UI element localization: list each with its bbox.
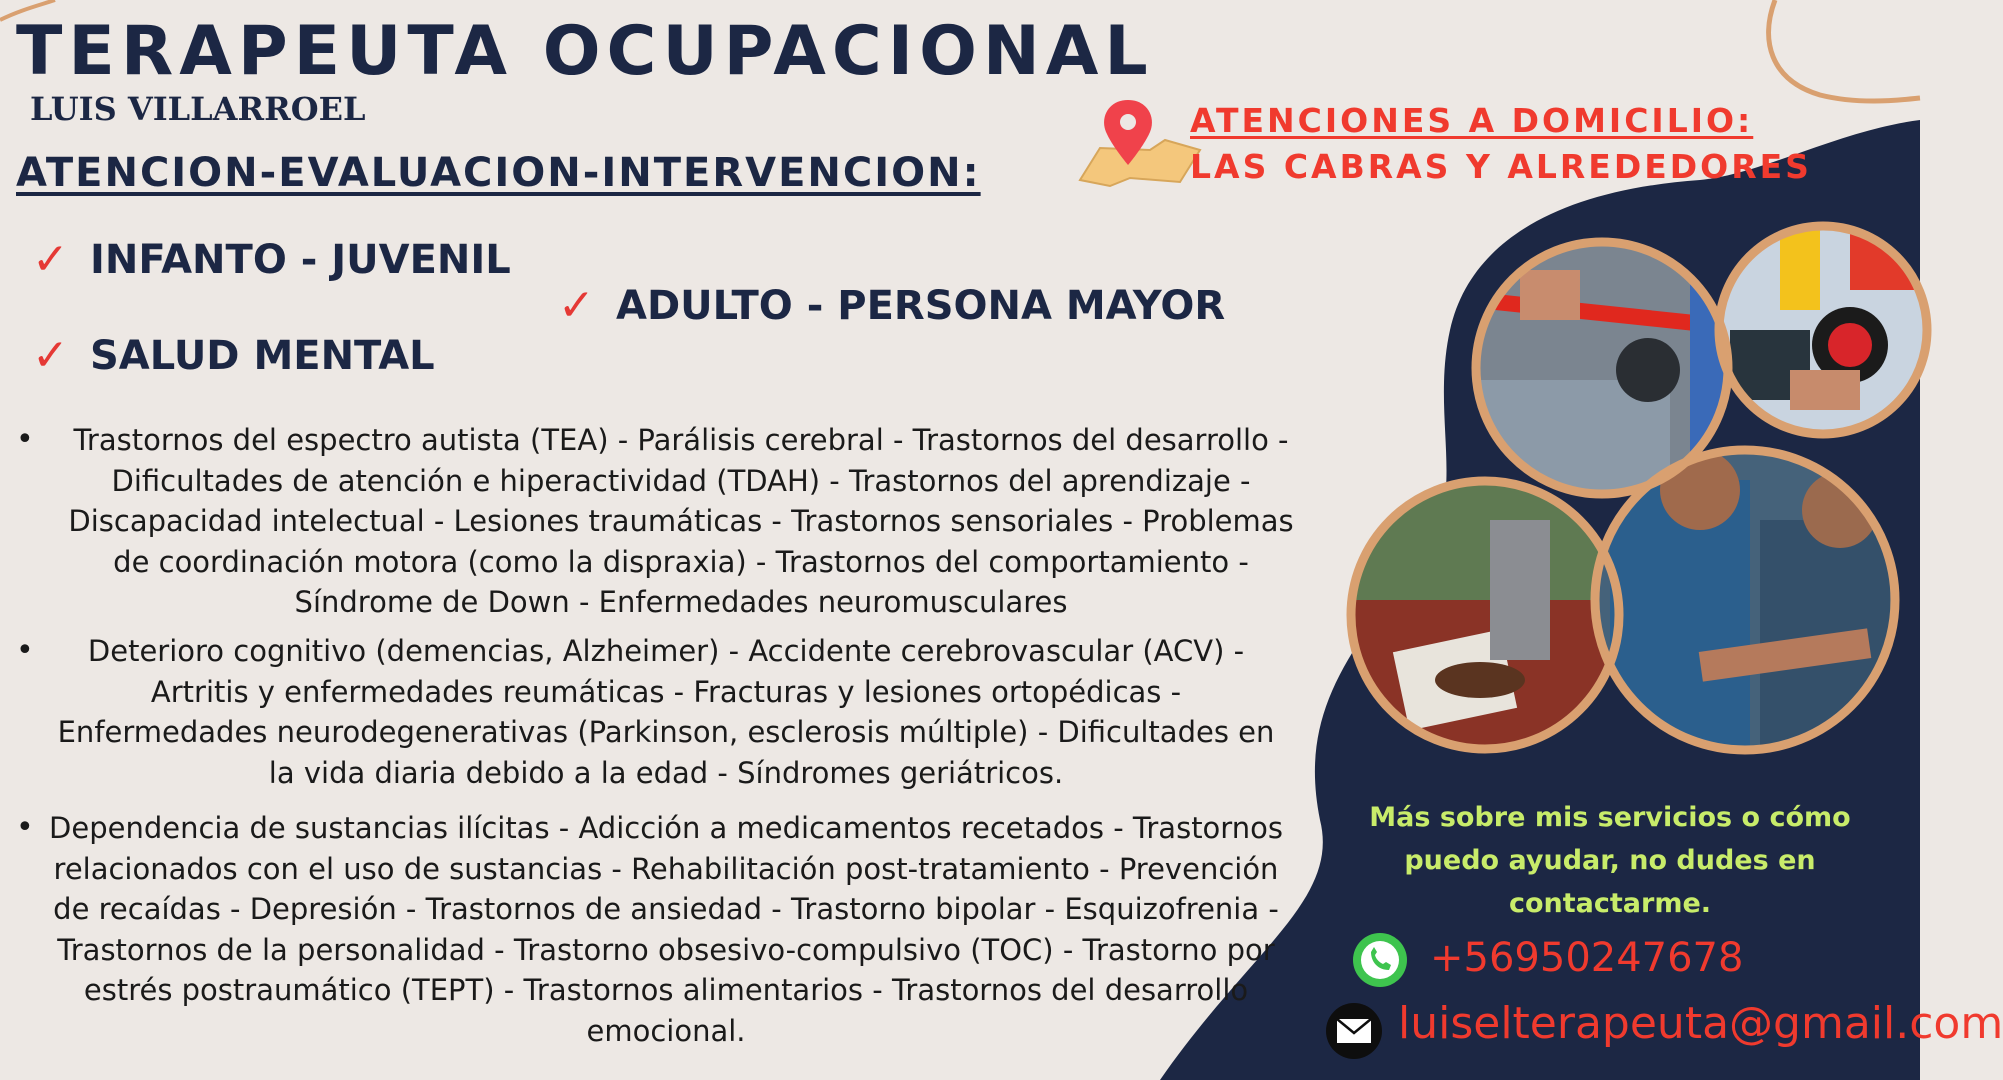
bullet-adulto <box>16 631 1286 793</box>
envelope-icon <box>1326 1003 1382 1059</box>
category-adulto-persona-mayor <box>558 280 1225 331</box>
orange-curve <box>1769 0 1920 101</box>
bullet-text: Dependencia de sustancias ilícitas - Adicción a medicamentos recetados - Trastornos relacionados con el uso de sustancias - Rehabilitación post-tratamiento - Prevención de recaídas - Depresión - Trastornos de ansiedad - Trastorno bipolar - Esquizofrenia - Trastornos de la personalidad - Trastorno obsesivo-compulsivo (TOC) - Trastorno por estrés postraumático (TEPT) - Trastornos alimentarios - Trastornos del desarrollo emocional. <box>49 811 1283 1048</box>
bullet-text: Deterioro cognitivo (demencias, Alzheimer) - Accidente cerebrovascular (ACV) - Artritis y enfermedades reumáticas - Fracturas y lesiones ortopédicas - Enfermedades neurodegenerativas (Parkinson, esclerosis múltiple) - Dificultades en la vida diaria debido a la edad - Síndromes geriátricos. <box>57 634 1275 790</box>
category-label: INFANTO - JUVENIL <box>90 236 511 283</box>
phone-number[interactable]: +56950247678 <box>1430 935 1744 981</box>
checkmark-icon: ✓ <box>558 280 595 331</box>
category-infanto-juvenil <box>32 234 511 285</box>
section-title: ATENCION-EVALUACION-INTERVENCION: <box>16 150 981 196</box>
bullet-icon: • <box>16 633 34 668</box>
email-address[interactable]: luiselterapeuta@gmail.com <box>1398 998 2003 1049</box>
checkmark-icon: ✓ <box>32 234 69 285</box>
whatsapp-phone-icon <box>1353 933 1407 987</box>
bullet-icon: • <box>16 422 34 457</box>
bullet-infanto-juvenil <box>16 420 1316 623</box>
page-title: TERAPEUTA OCUPACIONAL <box>16 12 1154 91</box>
map-pin-icon <box>1080 100 1200 186</box>
home-visits-block <box>1190 98 1812 190</box>
bullet-salud-mental <box>16 808 1286 1051</box>
checkmark-icon: ✓ <box>32 330 69 381</box>
category-label: SALUD MENTAL <box>90 332 435 379</box>
bullet-text: Trastornos del espectro autista (TEA) - Parálisis cerebral - Trastornos del desarrollo - Dificultades de atención e hiperactividad (TDAH) - Trastornos del aprendizaje - Discapacidad intelectual - Lesiones traumáticas - Trastornos sensoriales - Problemas de coordinación motora (como la dispraxia) - Trastornos del comportamiento - Síndrome de Down - Enfermedades neuromusculares <box>68 423 1294 619</box>
category-salud-mental <box>32 330 435 381</box>
home-visits-title: ATENCIONES A DOMICILIO: <box>1190 101 1754 140</box>
contact-message: Más sobre mis servicios o cómo puedo ayudar, no dudes en contactarme. <box>1369 802 1851 919</box>
category-label: ADULTO - PERSONA MAYOR <box>616 282 1226 329</box>
therapist-name: LUIS VILLARROEL <box>30 90 366 128</box>
home-visits-area: LAS CABRAS Y ALREDEDORES <box>1190 147 1812 186</box>
bullet-icon: • <box>16 810 34 845</box>
